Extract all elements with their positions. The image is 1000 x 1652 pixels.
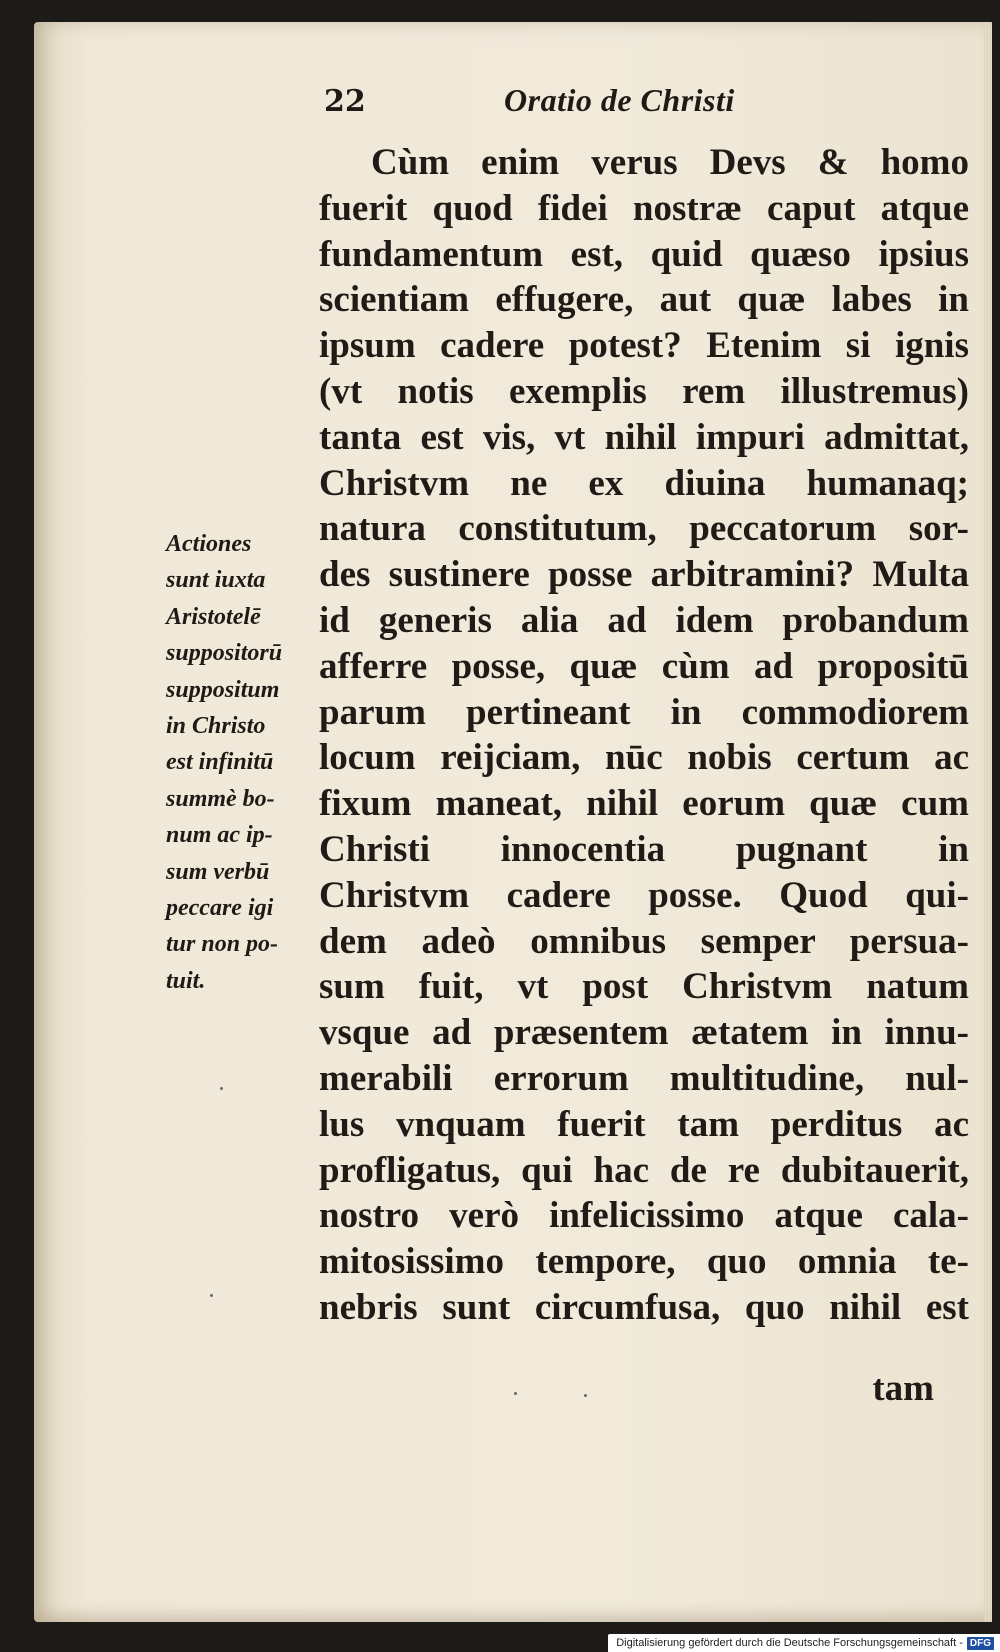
ink-speck [220,1087,223,1090]
page-edge [984,22,992,1622]
marginal-note-line: sum verbū [166,858,270,885]
ink-speck [210,1294,213,1297]
text-line: Christvm cadere posse. Quod qui- [319,874,969,916]
text-line: profligatus, qui hac de re dubitauerit, [319,1149,969,1191]
text-line: fixum maneat, nihil eorum quæ cum [319,783,969,825]
marginal-note [166,526,316,999]
ink-speck [514,1392,517,1395]
text-line: parum pertineant in commodiorem [319,691,969,733]
page-header [34,74,992,124]
text-line: fuerit quod fidei nostræ caput atque [319,187,969,229]
text-line: Cùm enim verus Devs & homo [371,142,969,183]
marginal-note-line: in Christo [166,713,266,740]
text-line: fundamentum est, quid quæso ipsius [319,233,969,275]
text-line: scientiam effugere, aut quæ labes in [319,279,969,321]
marginal-note-line: peccare igi [166,895,274,922]
marginal-note-line: sunt iuxta [166,567,266,594]
text-line: Christvm ne ex diuina humanaq; [319,462,969,504]
main-text-block [319,140,969,1331]
text-line: tanta est vis, vt nihil impuri admittat, [319,416,969,458]
text-line: Christi innocentia pugnant in [319,828,969,870]
text-line: afferre posse, quæ cùm ad propositū [319,645,969,687]
marginal-note-line: tuit. [166,967,206,994]
text-line: locum reijciam, nūc nobis certum ac [319,737,969,779]
text-line: (vt notis exemplis rem illustremus) [319,370,969,412]
text-line: des sustinere posse arbitramini? Multa [319,554,969,596]
text-line: vsque ad præsentem ætatem in innu- [319,1012,969,1054]
marginal-note-line: summè bo- [166,785,275,812]
marginal-note-line: suppositum [166,676,280,703]
page-number: 22 [324,84,366,119]
text-line: dem adeò omnibus semper persua- [319,920,969,962]
digitization-credit-bar [608,1634,1000,1652]
text-line: ipsum cadere potest? Etenim si ignis [319,325,969,367]
text-line: natura constitutum, peccatorum sor- [319,508,969,550]
ink-speck [584,1394,587,1397]
text-line: nostro verò infelicissimo atque cala- [319,1195,969,1237]
text-line: mitosissimo tempore, quo omnia te- [319,1241,969,1283]
book-page [34,22,992,1622]
marginal-note-line: tur non po- [166,931,279,958]
digitization-credit: Digitalisierung gefördert durch die Deutsche Forschungsgemeinschaft - [616,1637,963,1649]
text-line: sum fuit, vt post Christvm natum [319,966,969,1008]
marginal-note-line: Aristotelē [166,603,261,630]
marginal-note-line: num ac ip- [166,822,273,849]
text-line: merabili errorum multitudine, nul- [319,1057,969,1099]
running-head: Oratio de Christi [504,82,735,118]
catchword: tam [872,1368,934,1409]
text-line: id generis alia ad idem probandum [319,599,969,641]
dfg-logo: DFG [967,1637,994,1650]
marginal-note-line: suppositorū [166,640,283,667]
text-line: nebris sunt circumfusa, quo nihil est [319,1286,969,1328]
marginal-note-line: Actiones [166,531,252,557]
marginal-note-line: est infinitū [166,749,274,776]
text-line: lus vnquam fuerit tam perditus ac [319,1103,969,1145]
